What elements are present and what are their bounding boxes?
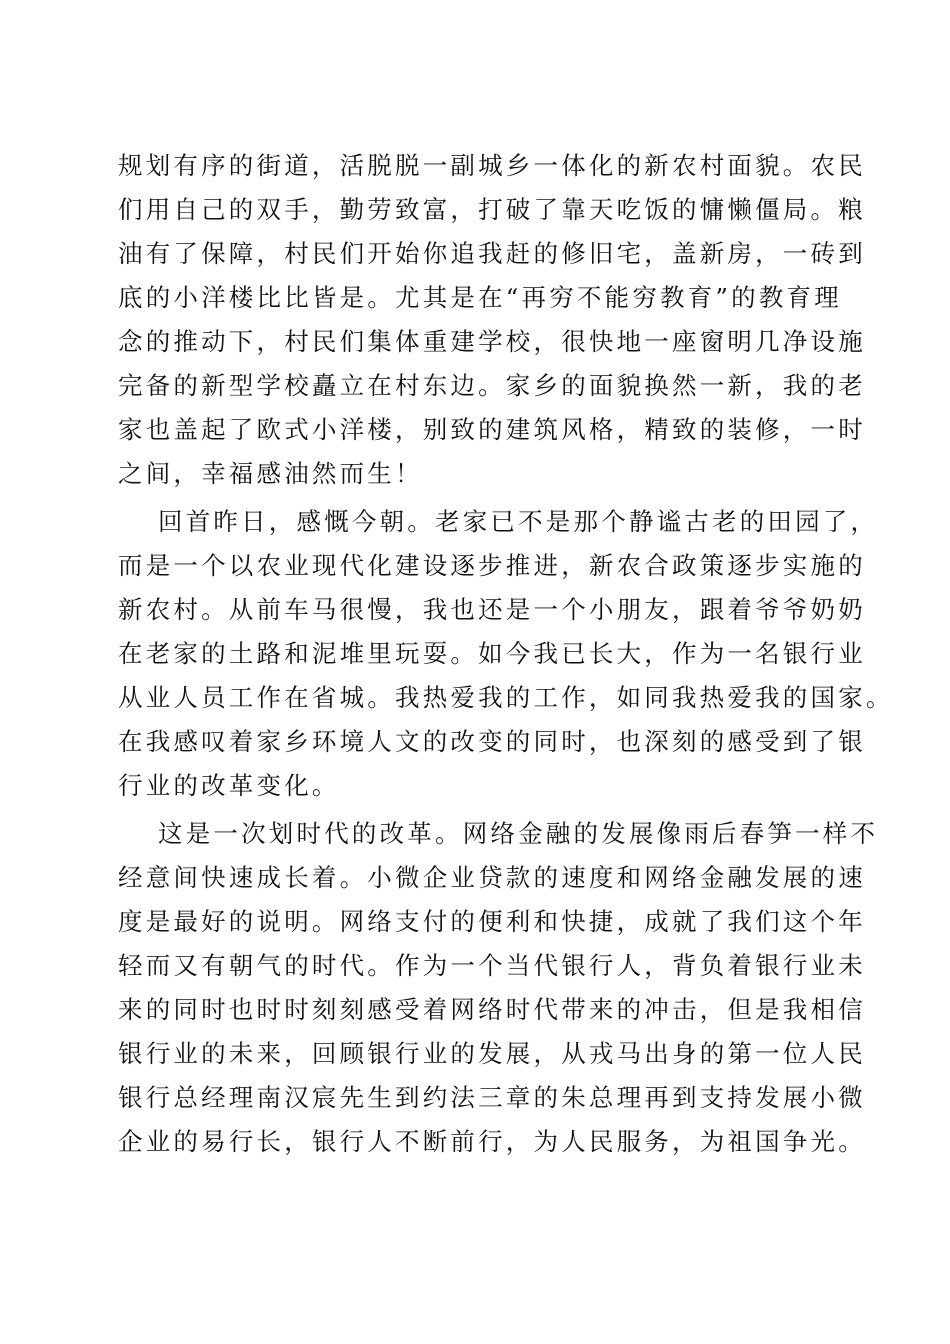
paragraph-line: 而是一个以农业现代化建设逐步推进，新农合政策逐步实施的 [118,551,866,580]
paragraph-line: 在老家的土路和泥堆里玩耍。如今我已长大，作为一名银行业 [118,639,866,668]
paragraph-line: 家也盖起了欧式小洋楼，别致的建筑风格，精致的装修，一时 [118,415,866,444]
paragraph-line: 银行总经理南汉宸先生到约法三章的朱总理再到支持发展小微 [118,1083,866,1112]
paragraph-line: 企业的易行长，银行人不断前行，为人民服务，为祖国争光。 [118,1127,866,1156]
paragraph-line: 规划有序的街道，活脱脱一副城乡一体化的新农村面貌。农民 [118,151,866,180]
paragraph-line: 来的同时也时时刻刻感受着网络时代带来的冲击，但是我相信 [118,995,866,1024]
paragraph-3 [118,812,879,1164]
paragraph-line: 经意间快速成长着。小微企业贷款的速度和网络金融发展的速 [118,863,866,892]
paragraph-line: 银行业的未来，回顾银行业的发展，从戎马出身的第一位人民 [118,1039,866,1068]
paragraph-line: 从业人员工作在省城。我热爱我的工作，如同我热爱我的国家。 [118,683,894,712]
paragraph-line: 完备的新型学校矗立在村东边。家乡的面貌换然一新，我的老 [118,371,866,400]
paragraph-first-line: 这是一次划时代的改革。网络金融的发展像雨后春笋一样不 [158,819,879,848]
paragraph-1 [118,144,866,496]
paragraph-line: 之间，幸福感油然而生！ [118,459,423,488]
paragraph-line: 在我感叹着家乡环境人文的改变的同时，也深刻的感受到了银 [118,727,866,756]
paragraph-2 [118,500,894,808]
paragraph-line: 念的推动下，村民们集体重建学校，很快地一座窗明几净设施 [118,327,866,356]
paragraph-line: 底的小洋楼比比皆是。尤其是在“再穷不能穷教育”的教育理 [118,283,842,312]
document-body [118,144,894,1164]
paragraph-line: 新农村。从前车马很慢，我也还是一个小朋友，跟着爷爷奶奶 [118,595,866,624]
paragraph-line: 们用自己的双手，勤劳致富，打破了靠天吃饭的慵懒僵局。粮 [118,195,866,224]
paragraph-line: 轻而又有朝气的时代。作为一个当代银行人，背负着银行业未 [118,951,866,980]
paragraph-first-line: 回首昨日，感慨今朝。老家已不是那个静谧古老的田园了， [158,507,879,536]
paragraph-line: 行业的改革变化。 [118,771,340,800]
paragraph-line: 油有了保障，村民们开始你追我赶的修旧宅，盖新房，一砖到 [118,239,866,268]
paragraph-line: 度是最好的说明。网络支付的便利和快捷，成就了我们这个年 [118,907,866,936]
